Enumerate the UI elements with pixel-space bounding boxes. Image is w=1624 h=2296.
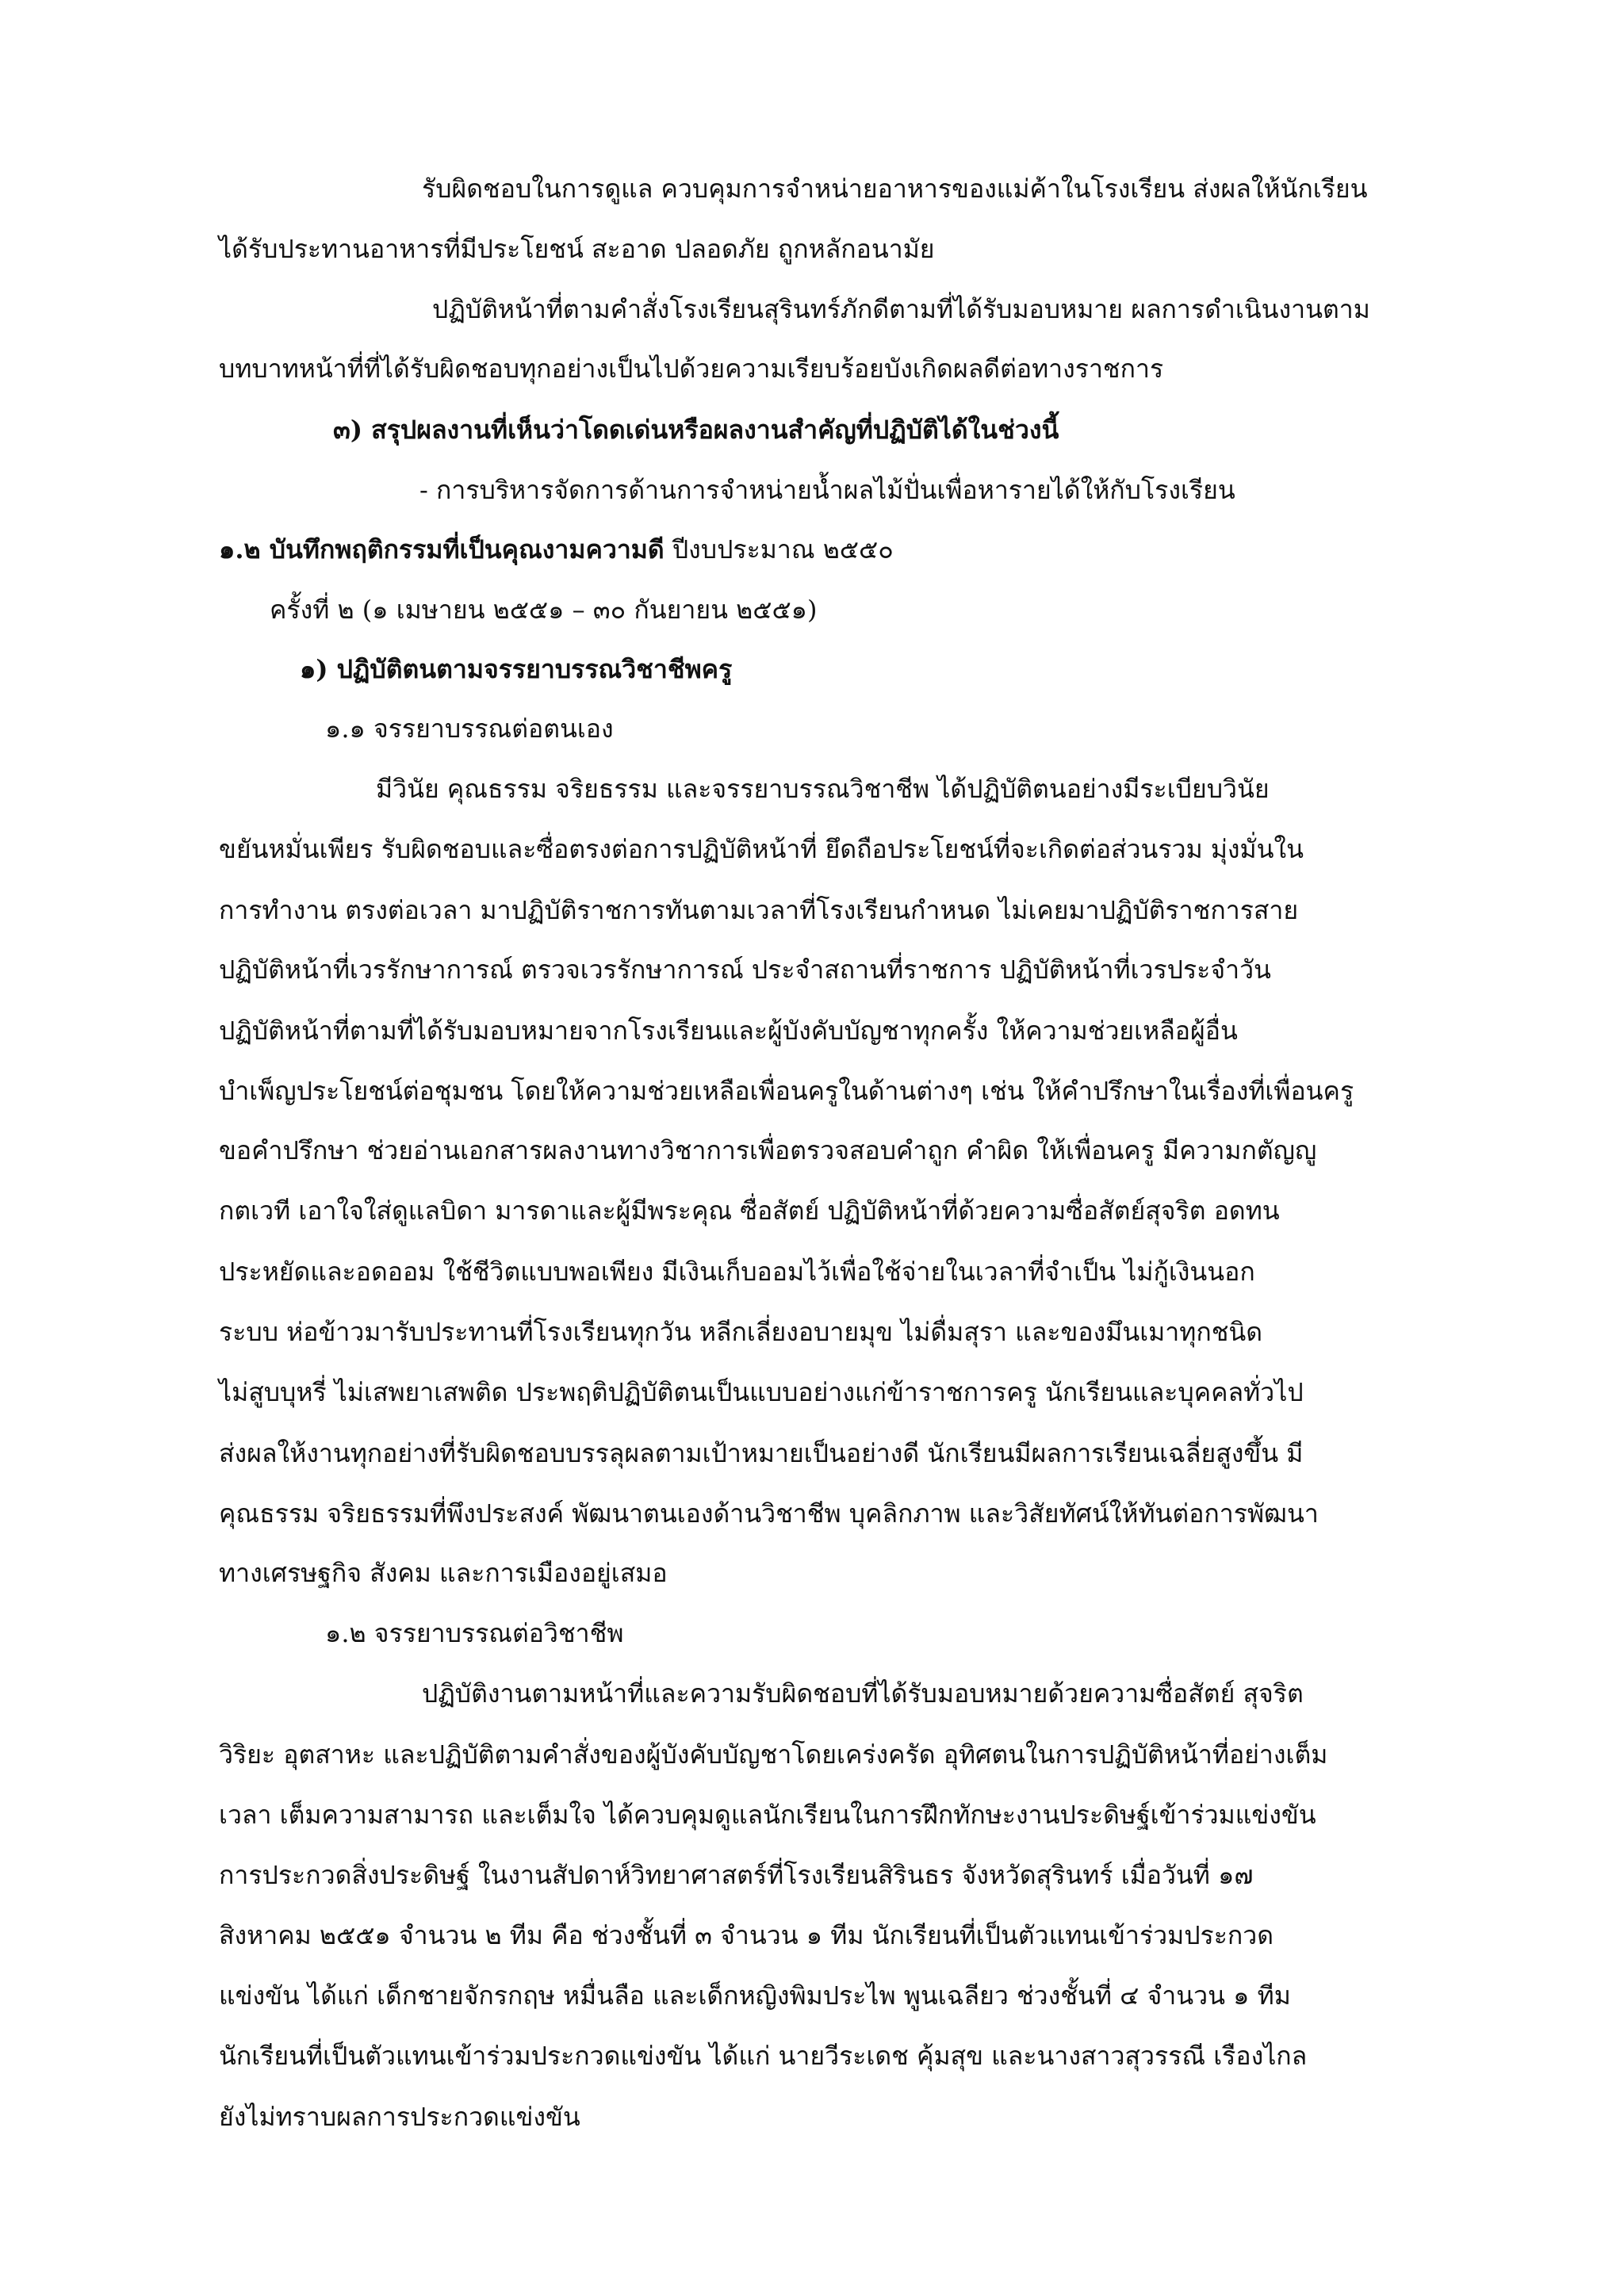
self-ethics-line: บำเพ็ญประโยชน์ต่อชุมชน โดยให้ความช่วยเหลือเพื่อนครูในด้านต่างๆ เช่น ให้คำปรึกษาในเรื่องที่เพื่อนครู (219, 1076, 1354, 1106)
professional-ethics-line: แข่งขัน ได้แก่ เด็กชายจักรกฤษ หมื่นลือ และเด็กหญิงพิมประไพ พูนเฉลียว ช่วงชั้นที่ ๔ จำนวน ๑ ทีม (219, 1980, 1291, 2011)
heading-ethics: ๑) ปฏิบัติตนตามจรรยาบรรณวิชาชีพครู (300, 654, 733, 684)
section-1-2-heading (219, 530, 894, 568)
subheading-professional-ethics: ๑.๒ จรรยาบรรณต่อวิชาชีพ (325, 1618, 624, 1648)
self-ethics-line: ขอคำปรึกษา ช่วยอ่านเอกสารผลงานทางวิชาการเพื่อตรวจสอบคำถูก คำผิด ให้เพื่อนครู มีความกตัญญู (219, 1135, 1317, 1165)
professional-ethics-line: วิริยะ อุตสาหะ และปฏิบัติตามคำสั่งของผู้บังคับบัญชาโดยเคร่งครัด อุทิศตนในการปฏิบัติหน้าที่อย่างเต็ม (219, 1739, 1328, 1770)
para1-line1: รับผิดชอบในการดูแล ควบคุมการจำหน่ายอาหารของแม่ค้าในโรงเรียน ส่งผลให้นักเรียน (422, 174, 1368, 204)
self-ethics-line: ขยันหมั่นเพียร รับผิดชอบและซื่อตรงต่อการปฏิบัติหน้าที่ ยึดถือประโยชน์ที่จะเกิดต่อส่วนรวม มุ่งมั่นใน (219, 834, 1304, 864)
professional-ethics-line: การประกวดสิ่งประดิษฐ์ ในงานสัปดาห์วิทยาศาสตร์ที่โรงเรียนสิรินธร จังหวัดสุรินทร์ เมื่อวันที่ ๑๗ (219, 1860, 1254, 1890)
para2-line1: ปฏิบัติหน้าที่ตามคำสั่งโรงเรียนสุรินทร์ภักดีตามที่ได้รับมอบหมาย ผลการดำเนินงานตาม (432, 294, 1370, 324)
professional-ethics-line: เวลา เต็มความสามารถ และเต็มใจ ได้ควบคุมดูแลนักเรียนในการฝึกทักษะงานประดิษฐ์เข้าร่วมแข่งขัน (219, 1800, 1316, 1830)
para1-line2: ได้รับประทานอาหารที่มีประโยชน์ สะอาด ปลอดภัย ถูกหลักอนามัย (219, 234, 935, 264)
bullet-section-3: - การบริหารจัดการด้านการจำหน่ายน้ำผลไม้ปั่นเพื่อหารายได้ให้กับโรงเรียน (419, 475, 1235, 505)
self-ethics-line: ปฏิบัติหน้าที่เวรรักษาการณ์ ตรวจเวรรักษาการณ์ ประจำสถานที่ราชการ ปฏิบัติหน้าที่เวรประจำวัน (219, 955, 1271, 985)
heading-section-3: ๓) สรุปผลงานที่เห็นว่าโดดเด่นหรือผลงานสำคัญที่ปฏิบัติได้ในช่วงนี้ (333, 415, 1059, 445)
self-ethics-line: ทางเศรษฐกิจ สังคม และการเมืองอยู่เสมอ (219, 1558, 668, 1588)
professional-ethics-line: ปฏิบัติงานตามหน้าที่และความรับผิดชอบที่ได้รับมอบหมายด้วยความซื่อสัตย์ สุจริต (422, 1678, 1304, 1709)
self-ethics-line: มีวินัย คุณธรรม จริยธรรม และจรรยาบรรณวิชาชีพ ได้ปฏิบัติตนอย่างมีระเบียบวินัย (376, 774, 1270, 804)
professional-ethics-line: ยังไม่ทราบผลการประกวดแข่งขัน (219, 2102, 580, 2132)
self-ethics-line: การทำงาน ตรงต่อเวลา มาปฏิบัติราชการทันตามเวลาที่โรงเรียนกำหนด ไม่เคยมาปฏิบัติราชการสาย (219, 895, 1299, 925)
professional-ethics-line: สิงหาคม ๒๕๕๑ จำนวน ๒ ทีม คือ ช่วงชั้นที่ ๓ จำนวน ๑ ทีม นักเรียนที่เป็นตัวแทนเข้าร่วมประกวด (219, 1920, 1274, 1950)
subheading-self-ethics: ๑.๑ จรรยาบรรณต่อตนเอง (325, 714, 614, 744)
round-2-period: ครั้งที่ ๒ (๑ เมษายน ๒๕๕๑ – ๓๐ กันยายน ๒๕๕๑) (270, 595, 818, 625)
section-1-2-year: ปีงบประมาณ ๒๕๕๐ (672, 534, 894, 564)
self-ethics-line: ระบบ ห่อข้าวมารับประทานที่โรงเรียนทุกวัน หลีกเลี่ยงอบายมุข ไม่ดื่มสุรา และของมึนเมาทุกชนิด (219, 1317, 1263, 1347)
self-ethics-line: กตเวที เอาใจใส่ดูแลบิดา มารดาและผู้มีพระคุณ ซื่อสัตย์ ปฏิบัติหน้าที่ด้วยความซื่อสัตย์สุจริต อดทน (219, 1196, 1280, 1226)
para2-line2: บทบาทหน้าที่ที่ได้รับผิดชอบทุกอย่างเป็นไปด้วยความเรียบร้อยบังเกิดผลดีต่อทางราชการ (219, 354, 1164, 384)
self-ethics-line: ไม่สูบบุหรี่ ไม่เสพยาเสพติด ประพฤติปฏิบัติตนเป็นแบบอย่างแก่ข้าราชการครู นักเรียนและบุคคลทั่วไป (219, 1377, 1304, 1407)
section-1-2-label: ๑.๒ บันทึกพฤติกรรมที่เป็นคุณงามความดี (219, 534, 665, 564)
self-ethics-line: คุณธรรม จริยธรรมที่พึงประสงค์ พัฒนาตนเองด้านวิชาชีพ บุคลิกภาพ และวิสัยทัศน์ให้ทันต่อการพัฒนา (219, 1498, 1319, 1529)
self-ethics-line: ประหยัดและอดออม ใช้ชีวิตแบบพอเพียง มีเงินเก็บออมไว้เพื่อใช้จ่ายในเวลาที่จำเป็น ไม่กู้เงินนอก (219, 1257, 1255, 1287)
self-ethics-line: ปฏิบัติหน้าที่ตามที่ได้รับมอบหมายจากโรงเรียนและผู้บังคับบัญชาทุกครั้ง ให้ความช่วยเหลือผู้อื่น (219, 1016, 1238, 1046)
professional-ethics-line: นักเรียนที่เป็นตัวแทนเข้าร่วมประกวดแข่งขัน ได้แก่ นายวีระเดช คุ้มสุข และนางสาวสุวรรณี เรืองไกล (219, 2041, 1308, 2071)
self-ethics-line: ส่งผลให้งานทุกอย่างที่รับผิดชอบบรรลุผลตามเป้าหมายเป็นอย่างดี นักเรียนมีผลการเรียนเฉลี่ยสูงขึ้น มี (219, 1438, 1304, 1468)
